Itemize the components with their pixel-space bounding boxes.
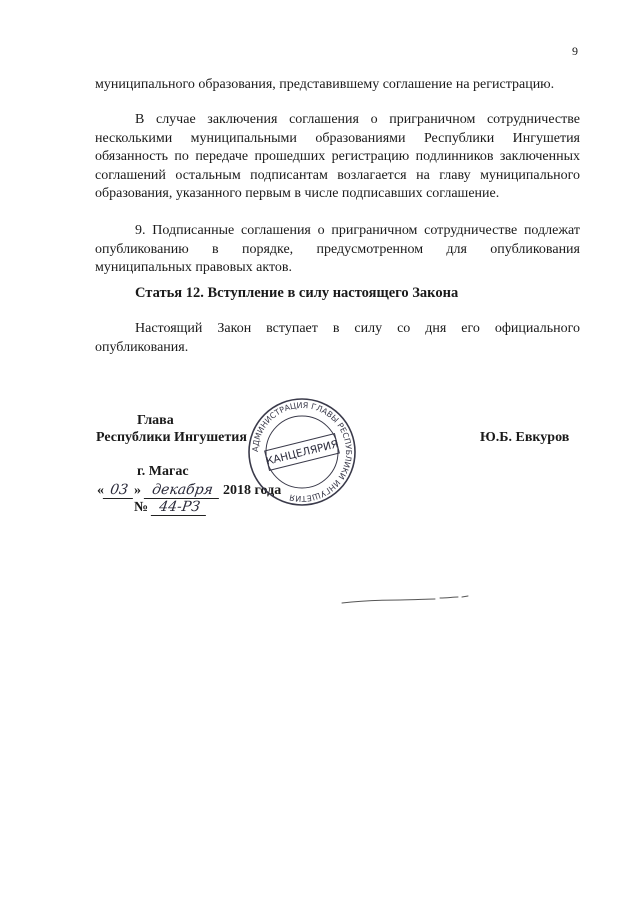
law-number-line (134, 499, 207, 516)
paragraph-continuation: муниципального образования, представившему соглашение на регистрацию. (95, 77, 555, 92)
paragraph-multiple-signatories: В случае заключения соглашения о приграничном сотрудничестве несколькими муниципальными образованиями Республики Ингушетия обязанность по передаче прошедших регистрацию подлинников заключенных соглашений остальным подписантам возлагается на главу муниципального образования, указанного первым в числе подписавших соглашение. (95, 112, 580, 201)
city-line: г. Магас (137, 464, 189, 479)
quote-open: « (97, 483, 104, 498)
official-stamp-seal (246, 396, 358, 508)
signatory-organization: Республики Ингушетия (96, 430, 247, 445)
page-number: 9 (572, 44, 578, 58)
handwritten-month: декабря (143, 482, 220, 499)
signatory-name: Ю.Б. Евкуров (480, 430, 570, 445)
stamp-ring-text: АДМИНИСТРАЦИЯ ГЛАВЫ РЕСПУБЛИКИ ИНГУШЕТИЯ (250, 400, 354, 504)
year-text: 2018 года (223, 483, 282, 498)
signatory-title: Глава (137, 413, 174, 428)
paragraph-entry-into-force: Настоящий Закон вступает в силу со дня его официального опубликования. (95, 321, 580, 355)
paragraph-item-9: 9. Подписанные соглашения о приграничном сотрудничестве подлежат опубликованию в порядке, предусмотренном для опубликования муниципальных правовых актов. (95, 223, 580, 275)
number-sign: № (134, 500, 149, 515)
pen-stroke-mark (340, 592, 470, 606)
stamp-center-text: КАНЦЕЛЯРИЯ (264, 438, 340, 468)
handwritten-law-number: 44-РЗ (150, 499, 207, 516)
handwritten-day: 03 (103, 482, 135, 499)
article-heading: Статья 12. Вступление в силу настоящего Закона (135, 285, 459, 301)
quote-close: » (134, 483, 141, 498)
